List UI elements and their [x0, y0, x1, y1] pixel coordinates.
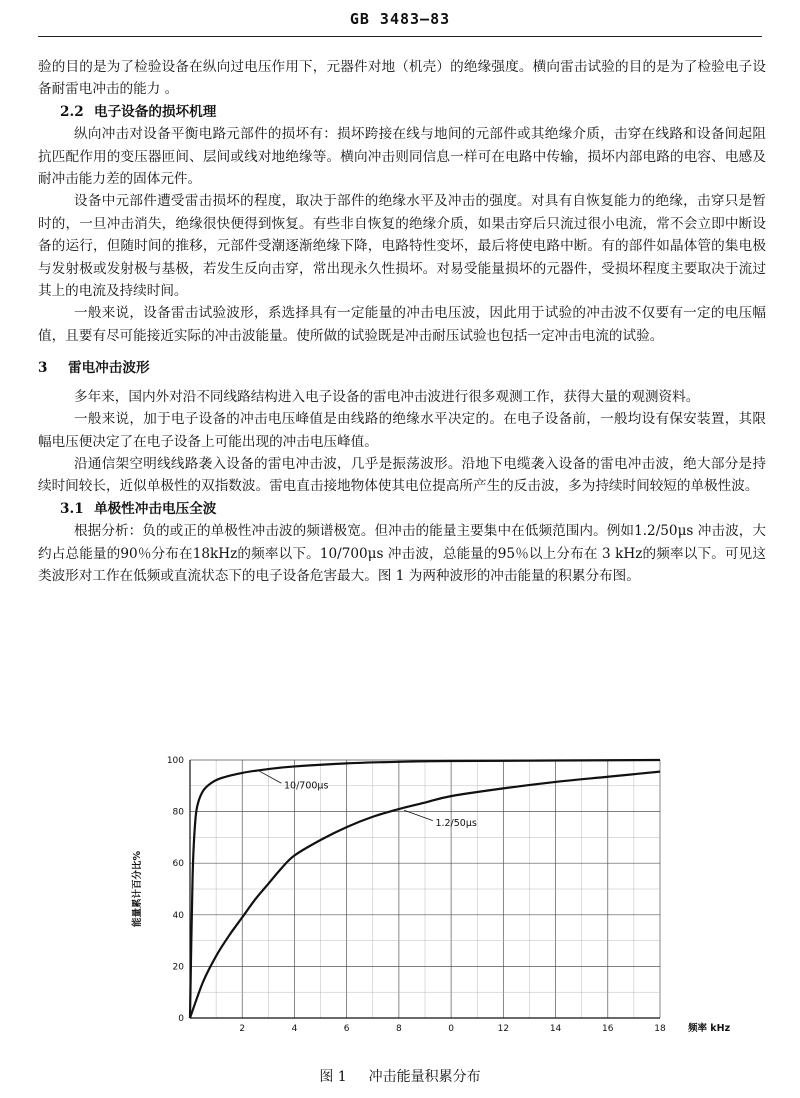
paragraph: 验的目的是为了检验设备在纵向过电压作用下，元器件对地（机壳）的绝缘强度。横向雷击试验的目的是为了检验电子设备耐雷电冲击的能力 。 — [38, 59, 766, 98]
document-body — [38, 56, 766, 587]
section-title: 雷电冲击波形 — [68, 360, 150, 377]
paragraph: 一般来说，加于电子设备的冲击电压峰值是由线路的绝缘水平决定的。在电子设备前，一般均设有保安装置，其限幅电压便决定了在电子设备上可能出现的冲击电压峰值。 — [38, 411, 766, 450]
section-number: 3.1 — [60, 500, 84, 517]
y-tick-label: 60 — [172, 859, 184, 870]
x-tick-label: 16 — [602, 1024, 614, 1034]
chart-grid — [190, 760, 660, 1018]
y-tick-label: 20 — [172, 962, 184, 973]
y-tick-label: 0 — [178, 1014, 184, 1024]
x-axis-title: 频率 kHz — [688, 1023, 731, 1034]
section-heading-2-2 — [38, 101, 766, 123]
x-tick-label: 6 — [343, 1024, 350, 1034]
x-tick-label: 0 — [448, 1024, 454, 1034]
section-heading-3 — [38, 357, 766, 379]
figure-title: 冲击能量积累分布 — [368, 1069, 481, 1085]
x-tick-label: 2 — [239, 1024, 246, 1034]
paragraph: 沿通信架空明线线路袭入设备的雷电冲击波，几乎是振荡波形。沿地下电缆袭入设备的雷电冲击波，绝大部分是持续时间较长，近似单极性的双指数波。雷电直击接地物体使其电位提高所产生的反击波，多为持续时间较短的单极性波。 — [38, 455, 766, 495]
x-tick-label: 8 — [396, 1024, 402, 1034]
document-header: GB 3483—83 — [349, 10, 451, 28]
paragraph: 纵向冲击对设备平衡电路元部件的损坏有：损坏跨接在线与地间的元部件或其绝缘介质，击穿在线路和设备间起阻抗匹配作用的变压器匝间、层间或线对地绝缘等。横向冲击则同信息一样可在电路中传输，损坏内部电路的电容、电感及耐冲击能力差的固体元件。 — [38, 126, 766, 188]
section-title: 单极性冲击电压全波 — [94, 500, 217, 517]
y-tick-label: 80 — [172, 807, 184, 818]
x-tick-label: 12 — [497, 1024, 510, 1034]
energy-distribution-chart — [0, 740, 800, 1040]
paragraph: 设备中元部件遭受雷击损坏的程度，取决于部件的绝缘水平及冲击的强度。对具有自恢复能力的绝缘，击穿只是暂时的，一旦冲击消失，绝缘很快便得到恢复。有些非自恢复的绝缘介质，如果击穿后只流过很小电流，常不会立即中断设备的运行，但随时间的推移，元部件受潮逐渐绝缘下降，电路特性变坏，最后将使电路中断。有的部件如晶体管的集电极与发射极或发射极与基极，若发生反向击穿，常出现永久性损坏。对易受能量损坏的元器件，受损坏程度主要取决于流过其上的电流及持续时间。 — [38, 193, 766, 300]
series-label-1-2-50us: 1.2/50μs — [435, 817, 477, 829]
y-axis-title: 能量累计百分比% — [132, 850, 143, 928]
section-heading-3-1 — [38, 498, 766, 520]
section-number: 3 — [38, 360, 48, 377]
series-label-10-700us: 10/700μs — [284, 780, 329, 792]
y-tick-label: 100 — [166, 756, 184, 766]
chart-labels — [131, 770, 731, 1034]
paragraph: 多年来，国内外对沿不同线路结构进入电子设备的雷电冲击波进行很多观测工作，获得大量的观测资料。 — [74, 388, 700, 405]
x-tick-label: 4 — [291, 1024, 298, 1034]
figure-number: 图 1 — [319, 1069, 347, 1085]
section-title: 电子设备的损坏机理 — [94, 103, 217, 120]
x-tick-label: 14 — [549, 1024, 562, 1034]
section-number: 2.2 — [60, 103, 84, 120]
y-tick-label: 40 — [172, 910, 184, 921]
paragraph: 一般来说，设备雷击试验波形，系选择具有一定能量的冲击电压波，因此用于试验的冲击波不仅要有一定的电压幅值，且要有尽可能接近实际的冲击波能量。使所做的试验既是冲击耐压试验也包括一定冲击电流的试验。 — [38, 305, 766, 344]
header-rule — [38, 36, 762, 37]
figure-caption — [0, 1066, 800, 1086]
x-tick-label: 18 — [654, 1024, 666, 1034]
paragraph: 根据分析：负的或正的单极性冲击波的频谱极宽。但冲击的能量主要集中在低频范围内。例如1.2/50μs 冲击波，大约占总能量的90％分布在18kHz的频率以下。10/700μs 冲击波，总能量的95％以上分布在 3 kHz的频率以下。可见这类波形对工作在低频或直流状态下的电子设备危害最大。图 1 为两种波形的冲击能量的积累分布图。 — [38, 523, 766, 584]
leader-line — [258, 770, 282, 783]
